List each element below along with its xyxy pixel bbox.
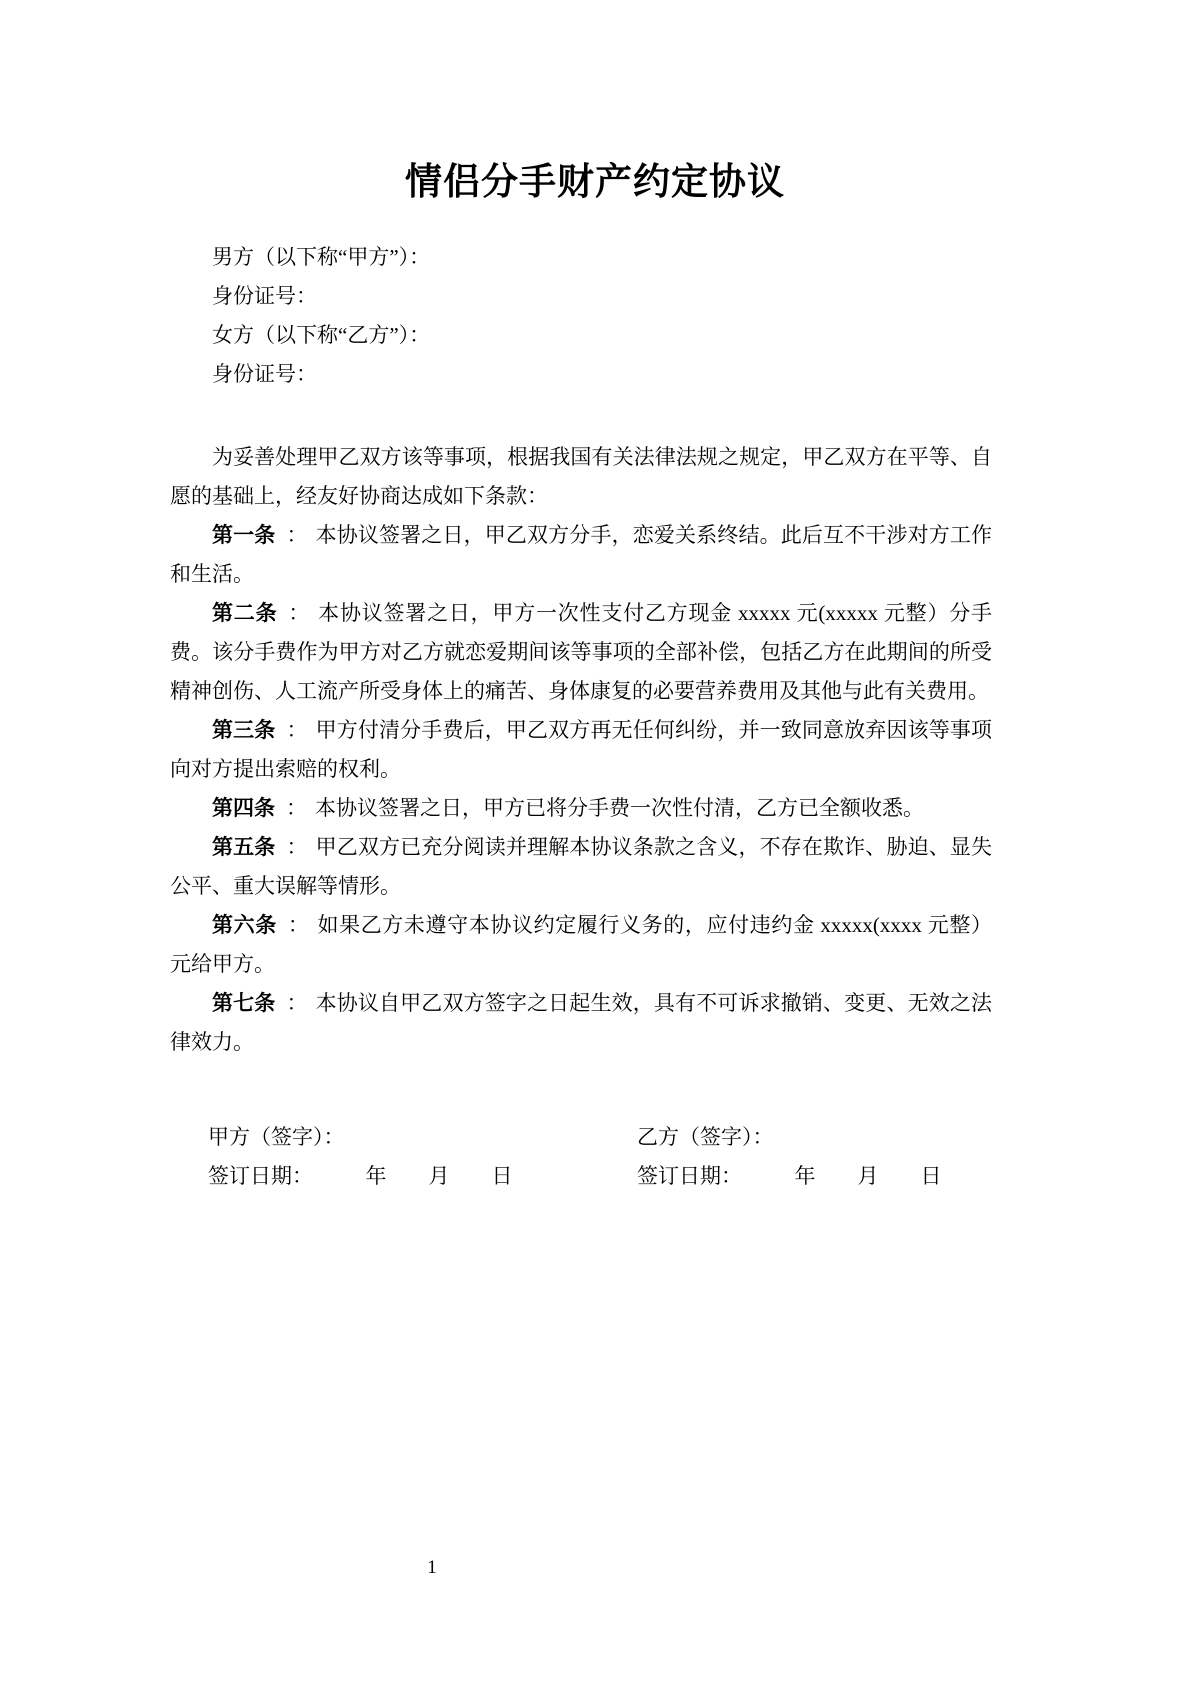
party-info-block xyxy=(170,238,992,394)
document-content xyxy=(170,0,992,1196)
article-2-text: 本协议签署之日，甲方一次性支付乙方现金 xxxxx 元(xxxxx 元整）分手费。该分手费作为甲方对乙方就恋爱期间该等事项的全部补偿，包括乙方在此期间的所受精神创伤、人工流产所受身体上的痛苦、身体康复的必要营养费用及其他与此有关费用。 xyxy=(170,601,993,703)
article-4-label: 第四条 xyxy=(212,796,275,820)
article-5 xyxy=(170,828,992,906)
signature-block xyxy=(170,1118,992,1196)
article-3 xyxy=(170,711,992,789)
party-b-id-label: 身份证号： xyxy=(212,362,317,386)
article-1 xyxy=(170,516,992,594)
document-title: 情侣分手财产约定协议 xyxy=(405,161,785,202)
article-4-colon: ： xyxy=(286,796,307,820)
article-5-label: 第五条 xyxy=(212,835,276,859)
article-7-colon: ： xyxy=(286,991,308,1015)
article-3-colon: ： xyxy=(286,718,308,742)
article-7-label: 第七条 xyxy=(212,991,276,1015)
article-6-text: 如果乙方未遵守本协议约定履行义务的，应付违约金 xxxxx(xxxx 元整）元给甲方。 xyxy=(170,913,993,976)
article-2-label: 第二条 xyxy=(212,601,278,625)
article-2 xyxy=(170,594,992,711)
article-1-text: 本协议签署之日，甲乙双方分手，恋爱关系终结。此后互不干涉对方工作和生活。 xyxy=(170,523,993,586)
article-5-colon: ： xyxy=(286,835,308,859)
party-a-signature-label: 甲方（签字）： xyxy=(208,1125,345,1149)
signature-row-sign xyxy=(170,1118,992,1157)
page-number: 1 xyxy=(427,1557,437,1578)
preamble-paragraph: 为妥善处理甲乙双方该等事项，根据我国有关法律法规之规定，甲乙双方在平等、自愿的基础上，经友好协商达成如下条款： xyxy=(170,445,992,508)
article-6 xyxy=(170,906,992,984)
party-b-signature-label: 乙方（签字）： xyxy=(637,1125,774,1149)
signature-row-date xyxy=(170,1157,992,1196)
article-6-label: 第六条 xyxy=(212,913,277,937)
party-b-date-label: 签订日期： 年 月 日 xyxy=(637,1164,942,1188)
article-7-text: 本协议自甲乙双方签字之日起生效，具有不可诉求撤销、变更、无效之法律效力。 xyxy=(170,991,993,1054)
article-4-text: 本协议签署之日，甲方已将分手费一次性付清，乙方已全额收悉。 xyxy=(315,796,924,820)
article-1-colon: ： xyxy=(286,523,308,547)
article-3-text: 甲方付清分手费后，甲乙双方再无任何纠纷，并一致同意放弃因该等事项向对方提出索赔的权利。 xyxy=(170,718,993,781)
article-5-text: 甲乙双方已充分阅读并理解本协议条款之含义，不存在欺诈、胁迫、显失公平、重大误解等情形。 xyxy=(170,835,993,898)
party-b-label: 女方（以下称“乙方”）： xyxy=(212,323,431,347)
article-4 xyxy=(170,789,992,828)
article-7 xyxy=(170,984,992,1062)
article-2-colon: ： xyxy=(288,601,311,625)
article-3-label: 第三条 xyxy=(212,718,276,742)
party-a-id-label: 身份证号： xyxy=(212,284,317,308)
party-a-date-label: 签订日期： 年 月 日 xyxy=(208,1164,513,1188)
article-6-colon: ： xyxy=(287,913,310,937)
party-a-label: 男方（以下称“甲方”）： xyxy=(212,245,431,269)
article-1-label: 第一条 xyxy=(212,523,276,547)
